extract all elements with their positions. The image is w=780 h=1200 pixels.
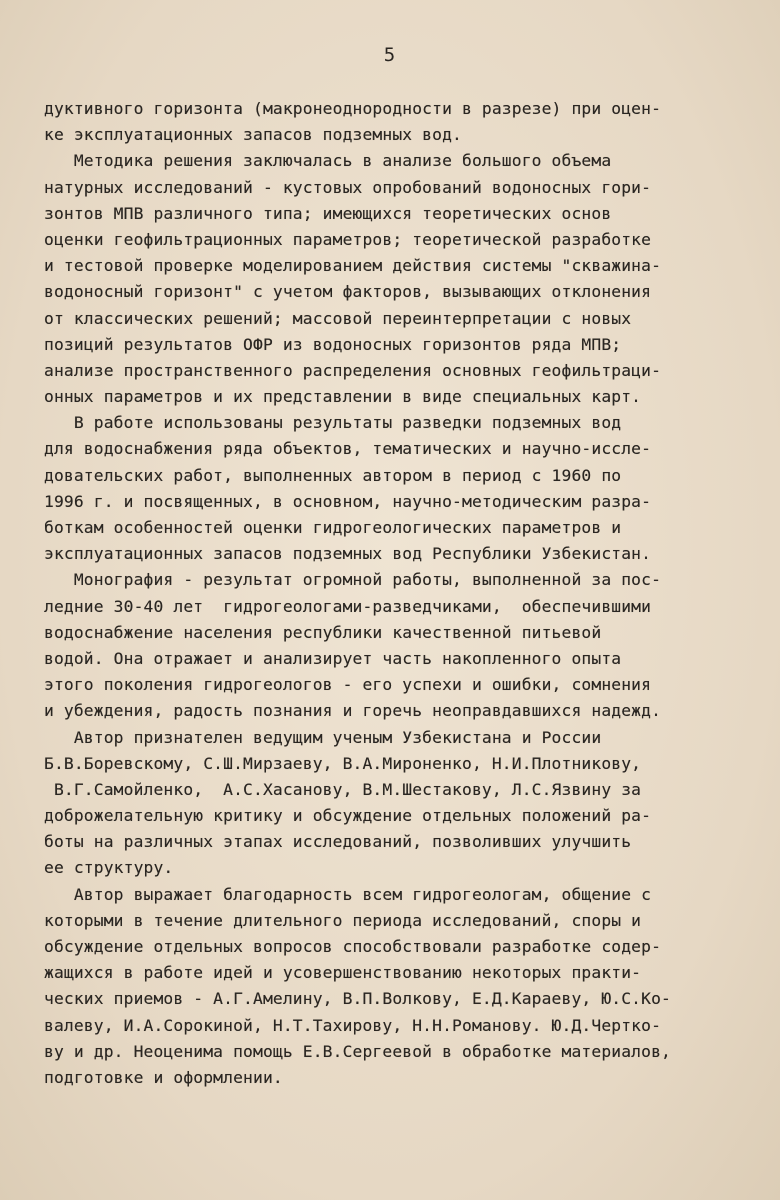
text-line: эксплуатационных запасов подземных вод Республики Узбекистан.	[44, 544, 652, 564]
text-line: жащихся в работе идей и усовершенствованию некоторых практи-	[44, 963, 642, 983]
text-line: 1996 г. и посвященных, в основном, научно-методическим разра-	[44, 491, 652, 511]
text-line: Методика решения заключалась в анализе большого объема	[44, 151, 612, 171]
text-line: боткам особенностей оценки гидрогеологических параметров и	[44, 518, 622, 537]
text-line: зонтов МПВ различного типа; имеющихся теоретических основ	[44, 203, 612, 223]
body-text	[44, 96, 734, 1091]
text-line: дуктивного горизонта (макронеоднородности в разрезе) при оцен-	[44, 99, 662, 118]
text-line: натурных исследований - кустовых опробований водоносных гори-	[44, 177, 652, 197]
text-line: ческих приемов - А.Г.Амелину, В.П.Волкову, Е.Д.Караеву, Ю.С.Ко-	[44, 989, 671, 1009]
text-line: Б.В.Боревскому, С.Ш.Мирзаеву, В.А.Мироненко, Н.И.Плотникову,	[44, 753, 642, 773]
text-line: онных параметров и их представлении в виде специальных карт.	[44, 387, 642, 407]
text-line: боты на различных этапах исследований, позволивших улучшить	[44, 832, 632, 852]
text-line: доброжелательную критику и обсуждение отдельных положений ра-	[44, 806, 652, 826]
text-line: В работе использованы результаты разведки подземных вод	[44, 413, 622, 433]
text-line: Автор выражает благодарность всем гидрогеологам, общение с	[44, 884, 652, 904]
text-line: подготовке и оформлении.	[44, 1067, 283, 1087]
text-line: и убеждения, радость познания и горечь неоправдавшихся надежд.	[44, 701, 662, 721]
text-line: позиций результатов ОФР из водоносных горизонтов ряда МПВ;	[44, 334, 622, 354]
text-line: от классических решений; массовой переинтерпретации с новых	[44, 308, 632, 328]
text-line: анализе пространственного распределения основных геофильтраци-	[44, 360, 662, 380]
text-line: ке эксплуатационных запасов подземных вод.	[44, 125, 462, 145]
text-line: обсуждение отдельных вопросов способствовали разработке содер-	[44, 937, 662, 956]
text-line: оценки геофильтрационных параметров; теоретической разработке	[44, 229, 652, 249]
text-line: водоносный горизонт" с учетом факторов, вызывающих отклонения	[44, 282, 652, 302]
text-line: довательских работ, выполненных автором в период с 1960 по	[44, 465, 622, 485]
text-line: и тестовой проверке моделированием действия системы "скважина-	[44, 256, 662, 276]
text-line: ву и др. Неоценима помощь Е.В.Сергеевой в обработке материалов,	[44, 1041, 671, 1061]
text-line: Автор признателен ведущим ученым Узбекистана и России	[44, 727, 602, 747]
text-line: этого поколения гидрогеологов - его успехи и ошибки, сомнения	[44, 675, 652, 695]
text-line: В.Г.Самойленко, А.С.Хасанову, В.М.Шестакову, Л.С.Язвину за	[44, 779, 642, 799]
text-line: которыми в течение длительного периода исследований, споры и	[44, 910, 642, 930]
text-line: водой. Она отражает и анализирует часть накопленного опыта	[44, 648, 622, 668]
page-number: 5	[383, 44, 397, 66]
text-line: водоснабжение населения республики качественной питьевой	[44, 622, 602, 642]
text-line: ее структуру.	[44, 858, 174, 878]
text-line: для водоснабжения ряда объектов, тематических и научно-иссле-	[44, 439, 652, 459]
text-line: Монография - результат огромной работы, выполненной за пос-	[44, 570, 662, 590]
text-line: валеву, И.А.Сорокиной, Н.Т.Тахирову, Н.Н.Романову. Ю.Д.Чертко-	[44, 1015, 662, 1035]
text-line: ледние 30-40 лет гидрогеологами-разведчиками, обеспечившими	[44, 596, 652, 616]
